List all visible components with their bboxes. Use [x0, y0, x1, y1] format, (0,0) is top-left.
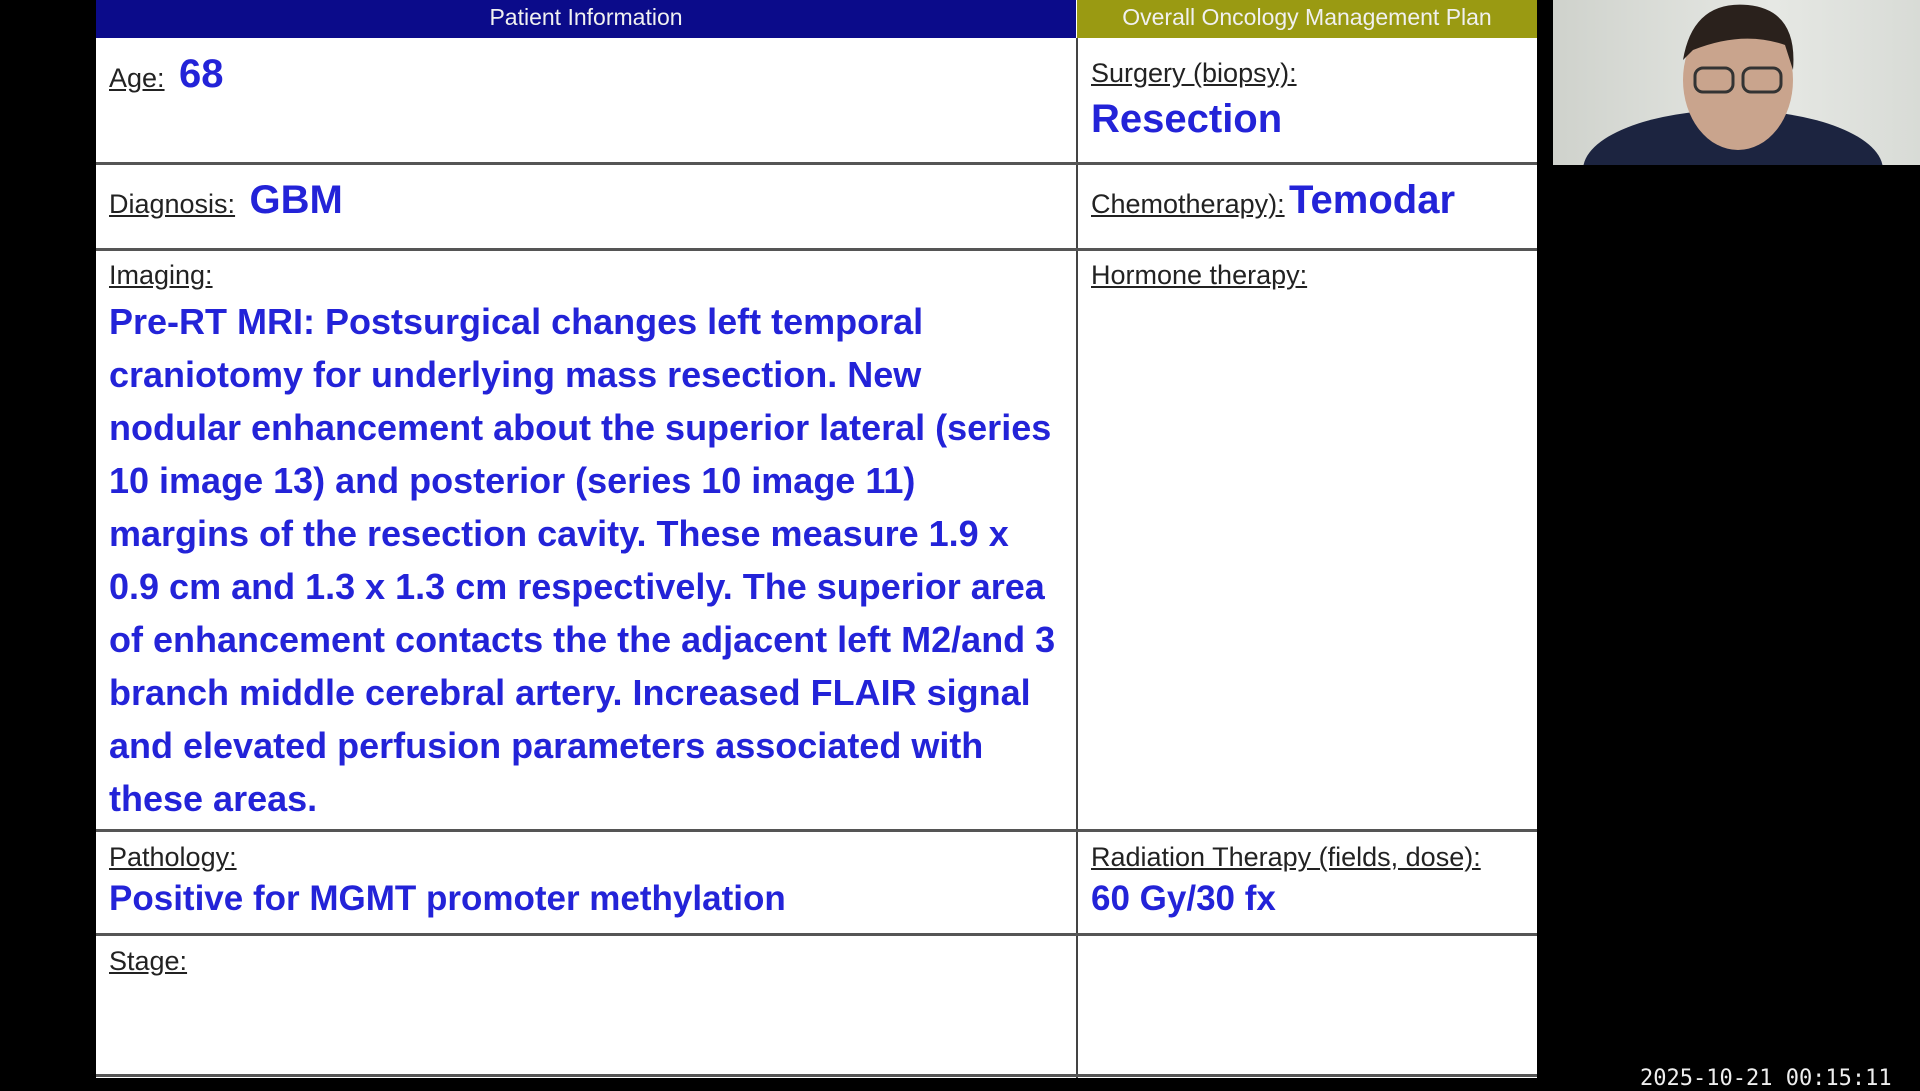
pathology-value: Positive for MGMT promoter methylation [109, 879, 786, 918]
age-value: 68 [179, 52, 224, 96]
imaging-label: Imaging: [109, 260, 213, 290]
surgery-label: Surgery (biopsy): [1091, 58, 1297, 88]
chemo-cell [1091, 178, 1455, 223]
hormone-label: Hormone therapy: [1091, 260, 1308, 290]
row-divider [96, 829, 1537, 832]
surgery-value: Resection [1091, 97, 1283, 141]
row-divider [96, 933, 1537, 936]
stage-label: Stage: [109, 946, 188, 976]
row-divider [96, 248, 1537, 251]
diagnosis-value: GBM [249, 178, 343, 222]
imaging-value: Pre-RT MRI: Postsurgical changes left temporal craniotomy for underlying mass resection. New nodular enhancement about the superior lateral (series 10 image 13) and posterior (series 10 image 11) margins of the resection cavity. These measure 1.9 x 0.9 cm and 1.3 x 1.3 cm respectively. The superior area of enhancement contacts the the adjacent left M2/and 3 branch middle cerebral artery. Increased FLAIR signal and elevated perfusion parameters associated with these areas. [109, 301, 1056, 819]
pathology-cell [109, 842, 786, 919]
hormone-cell [1091, 260, 1307, 291]
management-plan-header: Overall Oncology Management Plan [1077, 0, 1537, 38]
radiation-label: Radiation Therapy (fields, dose): [1091, 842, 1481, 872]
surgery-cell [1091, 58, 1297, 142]
diagnosis-cell [109, 178, 343, 223]
pathology-label: Pathology: [109, 842, 237, 872]
stage-cell [109, 946, 187, 977]
radiation-cell [1091, 842, 1481, 919]
column-divider [1076, 38, 1078, 1078]
row-divider [96, 1074, 1537, 1077]
radiation-value: 60 Gy/30 fx [1091, 879, 1276, 918]
slide [96, 0, 1537, 1078]
recording-timestamp: 2025-10-21 00:15:11 [1640, 1066, 1892, 1091]
age-cell [109, 52, 224, 97]
diagnosis-label: Diagnosis: [109, 189, 236, 219]
imaging-cell [109, 260, 1069, 825]
chemo-value: Temodar [1289, 178, 1456, 222]
presenter-video [1553, 0, 1920, 165]
chemo-label: Chemotherapy): [1091, 189, 1285, 219]
row-divider [96, 162, 1537, 165]
age-label: Age: [109, 63, 165, 93]
patient-information-header: Patient Information [96, 0, 1076, 38]
webcam-feed [1553, 0, 1920, 165]
